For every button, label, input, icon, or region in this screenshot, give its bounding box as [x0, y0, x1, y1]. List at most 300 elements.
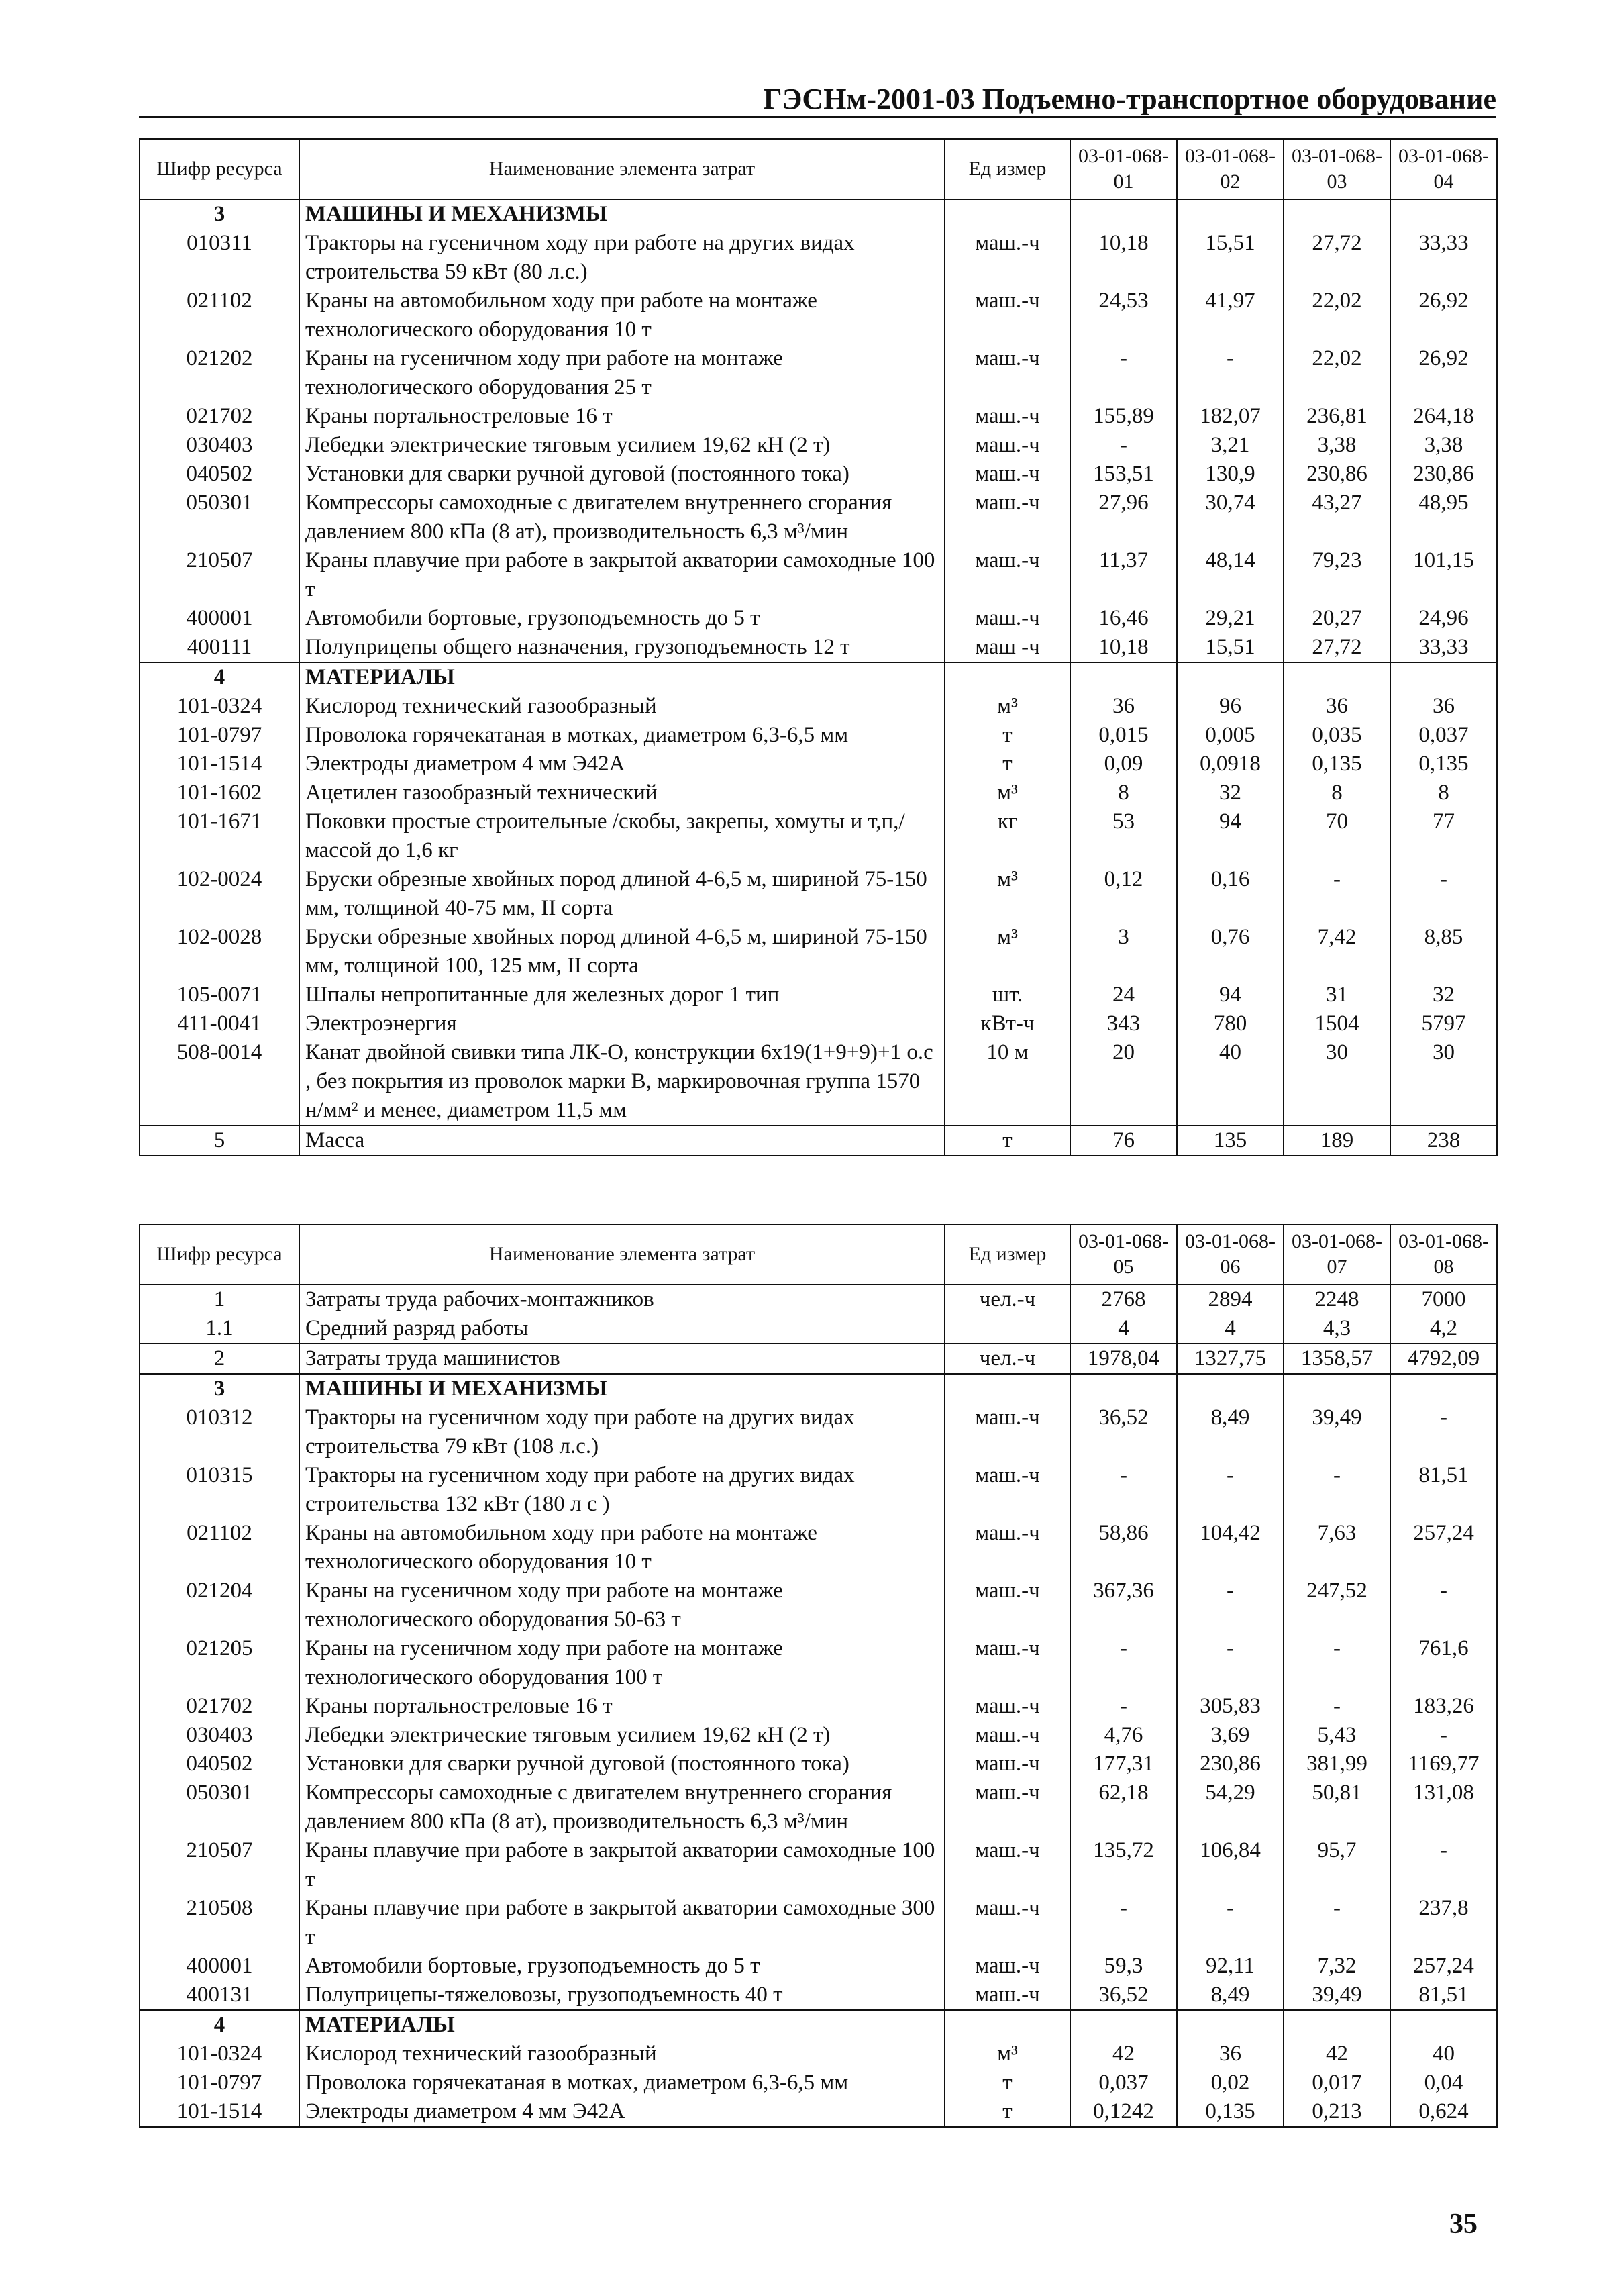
unit-of-measure	[945, 2010, 1070, 2040]
norm-value: 29,21	[1177, 604, 1284, 633]
table-row	[140, 750, 1497, 779]
norm-value: 0,035	[1284, 721, 1390, 750]
unit-of-measure: маш.-ч	[945, 402, 1070, 431]
table-row	[140, 981, 1497, 1009]
table-row	[140, 402, 1497, 431]
cost-element-name: Краны портальностреловые 16 т	[299, 402, 945, 431]
norm-value: 92,11	[1177, 1952, 1284, 1981]
norm-value: 780	[1177, 1009, 1284, 1038]
norm-value	[1390, 1374, 1497, 1403]
resource-code: 021702	[140, 1692, 299, 1721]
norm-value: 39,49	[1284, 1403, 1390, 1461]
norm-value: -	[1177, 1577, 1284, 1634]
cost-element-name: Компрессоры самоходные с двигателем внутреннего сгорания давлением 800 кПа (8 ат), производительность 6,3 м³/мин	[299, 489, 945, 546]
table-row	[140, 1461, 1497, 1519]
unit-of-measure: маш.-ч	[945, 1692, 1070, 1721]
unit-of-measure: маш.-ч	[945, 1836, 1070, 1894]
unit-of-measure: м³	[945, 865, 1070, 923]
section-row	[140, 199, 1497, 229]
norm-value: 40	[1390, 2040, 1497, 2068]
norm-value: -	[1390, 1577, 1497, 1634]
norm-value: 0,135	[1284, 750, 1390, 779]
norm-value: 39,49	[1284, 1981, 1390, 2010]
unit-of-measure: т	[945, 2068, 1070, 2097]
norm-value: -	[1390, 1721, 1497, 1750]
norm-value: 0,04	[1390, 2068, 1497, 2097]
cost-element-name: Кислород технический газообразный	[299, 692, 945, 721]
resource-code: 021102	[140, 1519, 299, 1577]
norm-value: 4792,09	[1390, 1344, 1497, 1374]
table-row	[140, 546, 1497, 604]
norm-value: 27,72	[1284, 633, 1390, 662]
resource-code: 101-1514	[140, 750, 299, 779]
norm-value: 4	[1070, 1314, 1177, 1344]
table-row	[140, 1285, 1497, 1314]
norm-value: 101,15	[1390, 546, 1497, 604]
norm-value: 32	[1177, 779, 1284, 807]
resource-code: 101-1514	[140, 2097, 299, 2127]
norm-value: -	[1177, 1894, 1284, 1952]
column-header-name: Наименование элемента затрат	[299, 139, 945, 199]
resource-code: 210507	[140, 546, 299, 604]
norm-value: 153,51	[1070, 460, 1177, 489]
table-row	[140, 1836, 1497, 1894]
unit-of-measure: маш.-ч	[945, 1894, 1070, 1952]
norm-value	[1390, 662, 1497, 692]
cost-element-name: Проволока горячекатаная в мотках, диаметром 6,3-6,5 мм	[299, 2068, 945, 2097]
norm-value: 24,96	[1390, 604, 1497, 633]
norm-value: 2894	[1177, 1285, 1284, 1314]
norm-value: 4	[1177, 1314, 1284, 1344]
unit-of-measure: м³	[945, 923, 1070, 981]
norm-value: 10,18	[1070, 229, 1177, 287]
norm-value: -	[1070, 1894, 1177, 1952]
column-header-norm-7: 03-01-068-07	[1284, 1224, 1390, 1285]
cost-table-2	[139, 1224, 1498, 2128]
cost-element-name: Краны плавучие при работе в закрытой акватории самоходные 100 т	[299, 1836, 945, 1894]
norm-value: 20,27	[1284, 604, 1390, 633]
resource-code: 411-0041	[140, 1009, 299, 1038]
section-row	[140, 662, 1497, 692]
norm-value	[1177, 2010, 1284, 2040]
table-row	[140, 2040, 1497, 2068]
norm-value: -	[1390, 1836, 1497, 1894]
norm-value: 1358,57	[1284, 1344, 1390, 1374]
norm-value	[1390, 2010, 1497, 2040]
resource-code: 021202	[140, 344, 299, 402]
cost-element-name: Бруски обрезные хвойных пород длиной 4-6,5 м, шириной 75-150 мм, толщиной 40-75 мм, II сорта	[299, 865, 945, 923]
resource-code: 101-1602	[140, 779, 299, 807]
cost-element-name: Электроды диаметром 4 мм Э42А	[299, 2097, 945, 2127]
unit-of-measure: маш.-ч	[945, 489, 1070, 546]
header-rule	[139, 116, 1496, 118]
norm-value: 48,95	[1390, 489, 1497, 546]
norm-value: 58,86	[1070, 1519, 1177, 1577]
norm-value: 27,96	[1070, 489, 1177, 546]
norm-value: 81,51	[1390, 1981, 1497, 2010]
table-row	[140, 1779, 1497, 1836]
norm-value	[1070, 2010, 1177, 2040]
norm-value: 22,02	[1284, 287, 1390, 344]
norm-value: 15,51	[1177, 229, 1284, 287]
norm-value: 3,69	[1177, 1721, 1284, 1750]
norm-value: 367,36	[1070, 1577, 1177, 1634]
norm-value: 24,53	[1070, 287, 1177, 344]
norm-value: 182,07	[1177, 402, 1284, 431]
cost-element-name: Канат двойной свивки типа ЛК-О, конструкции 6х19(1+9+9)+1 о.с , без покрытия из проволок марки В, маркировочная группа 1570 н/мм² и менее, диаметром 11,5 мм	[299, 1038, 945, 1126]
norm-value: -	[1390, 865, 1497, 923]
column-header-norm-6: 03-01-068-06	[1177, 1224, 1284, 1285]
cost-element-name: Тракторы на гусеничном ходу при работе на других видах строительства 79 кВт (108 л.с.)	[299, 1403, 945, 1461]
norm-value: 238	[1390, 1126, 1497, 1156]
norm-value: 106,84	[1177, 1836, 1284, 1894]
norm-value: 30	[1284, 1038, 1390, 1126]
norm-value: 48,14	[1177, 546, 1284, 604]
unit-of-measure: маш.-ч	[945, 1577, 1070, 1634]
norm-value: -	[1390, 1403, 1497, 1461]
norm-value: 3,38	[1390, 431, 1497, 460]
norm-value: 54,29	[1177, 1779, 1284, 1836]
resource-code: 101-0324	[140, 692, 299, 721]
cost-element-name: Масса	[299, 1126, 945, 1156]
table-row	[140, 460, 1497, 489]
column-header-code: Шифр ресурса	[140, 1224, 299, 1285]
norm-value: 230,86	[1284, 460, 1390, 489]
resource-code: 010311	[140, 229, 299, 287]
norm-value	[1284, 199, 1390, 229]
norm-value: 8	[1070, 779, 1177, 807]
resource-code: 210507	[140, 1836, 299, 1894]
norm-value: 236,81	[1284, 402, 1390, 431]
table-row	[140, 431, 1497, 460]
norm-value: 27,72	[1284, 229, 1390, 287]
norm-value: 1169,77	[1390, 1750, 1497, 1779]
resource-code: 040502	[140, 460, 299, 489]
resource-code: 105-0071	[140, 981, 299, 1009]
unit-of-measure: кг	[945, 807, 1070, 865]
norm-value: -	[1070, 1692, 1177, 1721]
norm-value: 31	[1284, 981, 1390, 1009]
cost-element-name: Краны на гусеничном ходу при работе на монтаже технологического оборудования 50-63 т	[299, 1577, 945, 1634]
norm-value: 0,037	[1390, 721, 1497, 750]
cost-element-name: Краны на автомобильном ходу при работе на монтаже технологического оборудования 10 т	[299, 287, 945, 344]
norm-value: -	[1284, 1894, 1390, 1952]
running-header	[139, 79, 1496, 118]
resource-code: 010315	[140, 1461, 299, 1519]
unit-of-measure: маш.-ч	[945, 1779, 1070, 1836]
table-row	[140, 1721, 1497, 1750]
norm-value: 0,037	[1070, 2068, 1177, 2097]
norm-value: 30	[1390, 1038, 1497, 1126]
section-row	[140, 1374, 1497, 1403]
norm-value: 1504	[1284, 1009, 1390, 1038]
norm-value: 36,52	[1070, 1981, 1177, 2010]
norm-value: 36	[1070, 692, 1177, 721]
resource-code: 021204	[140, 1577, 299, 1634]
norm-value: -	[1284, 865, 1390, 923]
norm-value: 0,135	[1177, 2097, 1284, 2127]
norm-value: 3	[1070, 923, 1177, 981]
resource-code: 1.1	[140, 1314, 299, 1344]
table-row	[140, 1952, 1497, 1981]
cost-element-name: Установки для сварки ручной дуговой (постоянного тока)	[299, 460, 945, 489]
norm-value: 761,6	[1390, 1634, 1497, 1692]
resource-code: 050301	[140, 489, 299, 546]
norm-value: 131,08	[1390, 1779, 1497, 1836]
norm-value: 59,3	[1070, 1952, 1177, 1981]
cost-element-name: Краны плавучие при работе в закрытой акватории самоходные 100 т	[299, 546, 945, 604]
norm-value	[1070, 199, 1177, 229]
table-row	[140, 287, 1497, 344]
norm-value: 70	[1284, 807, 1390, 865]
section-row	[140, 2010, 1497, 2040]
norm-value: 4,2	[1390, 1314, 1497, 1344]
unit-of-measure: м³	[945, 692, 1070, 721]
norm-value: 135,72	[1070, 1836, 1177, 1894]
norm-value: 1327,75	[1177, 1344, 1284, 1374]
norm-value: 94	[1177, 981, 1284, 1009]
norm-value: 8,85	[1390, 923, 1497, 981]
norm-value: 7,63	[1284, 1519, 1390, 1577]
document-title: ГЭСНм-2001-03 Подъемно-транспортное оборудование	[763, 83, 1496, 115]
unit-of-measure: маш.-ч	[945, 344, 1070, 402]
norm-value: 343	[1070, 1009, 1177, 1038]
unit-of-measure: маш.-ч	[945, 1981, 1070, 2010]
norm-value: 264,18	[1390, 402, 1497, 431]
table-body	[140, 1285, 1497, 2127]
norm-value: 76	[1070, 1126, 1177, 1156]
norm-value: 0,005	[1177, 721, 1284, 750]
norm-value: 41,97	[1177, 287, 1284, 344]
unit-of-measure: маш -ч	[945, 633, 1070, 662]
table-row	[140, 1344, 1497, 1374]
norm-value: 130,9	[1177, 460, 1284, 489]
norm-value	[1070, 1374, 1177, 1403]
cost-element-name: Автомобили бортовые, грузоподъемность до 5 т	[299, 604, 945, 633]
norm-value: 0,017	[1284, 2068, 1390, 2097]
cost-element-name: Краны портальностреловые 16 т	[299, 1692, 945, 1721]
cost-element-name: Установки для сварки ручной дуговой (постоянного тока)	[299, 1750, 945, 1779]
cost-element-name: МАТЕРИАЛЫ	[299, 662, 945, 692]
norm-value: 36	[1177, 2040, 1284, 2068]
unit-of-measure: м³	[945, 2040, 1070, 2068]
norm-value: 10,18	[1070, 633, 1177, 662]
table-row	[140, 229, 1497, 287]
norm-value: 30,74	[1177, 489, 1284, 546]
cost-element-name: Лебедки электрические тяговым усилием 19,62 кН (2 т)	[299, 1721, 945, 1750]
unit-of-measure: шт.	[945, 981, 1070, 1009]
column-header-norm-2: 03-01-068-02	[1177, 139, 1284, 199]
norm-value: 33,33	[1390, 229, 1497, 287]
column-header-norm-1: 03-01-068-01	[1070, 139, 1177, 199]
cost-element-name: Средний разряд работы	[299, 1314, 945, 1344]
unit-of-measure: 10 м	[945, 1038, 1070, 1126]
table-row	[140, 1634, 1497, 1692]
norm-value: 40	[1177, 1038, 1284, 1126]
cost-element-name: Компрессоры самоходные с двигателем внутреннего сгорания давлением 800 кПа (8 ат), производительность 6,3 м³/мин	[299, 1779, 945, 1836]
resource-code: 010312	[140, 1403, 299, 1461]
table-row	[140, 1692, 1497, 1721]
resource-code: 101-1671	[140, 807, 299, 865]
norm-value: 230,86	[1390, 460, 1497, 489]
column-header-norm-4: 03-01-068-04	[1390, 139, 1497, 199]
norm-value: 1978,04	[1070, 1344, 1177, 1374]
norm-value: -	[1177, 344, 1284, 402]
norm-value: 8,49	[1177, 1981, 1284, 2010]
table-row	[140, 692, 1497, 721]
norm-value: 50,81	[1284, 1779, 1390, 1836]
norm-value: 7,42	[1284, 923, 1390, 981]
norm-value: 2768	[1070, 1285, 1177, 1314]
table-row	[140, 865, 1497, 923]
norm-value: 77	[1390, 807, 1497, 865]
norm-value: 4,3	[1284, 1314, 1390, 1344]
norm-value: 0,02	[1177, 2068, 1284, 2097]
norm-value: 7000	[1390, 1285, 1497, 1314]
norm-value: 5,43	[1284, 1721, 1390, 1750]
norm-value	[1177, 662, 1284, 692]
unit-of-measure: маш.-ч	[945, 1519, 1070, 1577]
cost-element-name: Тракторы на гусеничном ходу при работе на других видах строительства 132 кВт (180 л с )	[299, 1461, 945, 1519]
norm-value: 247,52	[1284, 1577, 1390, 1634]
cost-element-name: Лебедки электрические тяговым усилием 19,62 кН (2 т)	[299, 431, 945, 460]
norm-value: -	[1177, 1634, 1284, 1692]
cost-element-name: Поковки простые строительные /скобы, закрепы, хомуты и т,п,/ массой до 1,6 кг	[299, 807, 945, 865]
table-row	[140, 1009, 1497, 1038]
resource-code: 021205	[140, 1634, 299, 1692]
unit-of-measure: м³	[945, 779, 1070, 807]
column-header-norm-8: 03-01-068-08	[1390, 1224, 1497, 1285]
norm-value: 5797	[1390, 1009, 1497, 1038]
resource-code: 101-0324	[140, 2040, 299, 2068]
resource-code: 050301	[140, 1779, 299, 1836]
unit-of-measure: маш.-ч	[945, 460, 1070, 489]
cost-element-name: Краны на гусеничном ходу при работе на монтаже технологического оборудования 25 т	[299, 344, 945, 402]
unit-of-measure: чел.-ч	[945, 1285, 1070, 1314]
cost-element-name: Бруски обрезные хвойных пород длиной 4-6,5 м, шириной 75-150 мм, толщиной 100, 125 мм, II сорта	[299, 923, 945, 981]
norm-value	[1177, 199, 1284, 229]
norm-value	[1284, 2010, 1390, 2040]
unit-of-measure: т	[945, 1126, 1070, 1156]
norm-value: 79,23	[1284, 546, 1390, 604]
unit-of-measure: т	[945, 750, 1070, 779]
unit-of-measure: маш.-ч	[945, 1721, 1070, 1750]
resource-code: 508-0014	[140, 1038, 299, 1126]
norm-value: 33,33	[1390, 633, 1497, 662]
cost-element-name: Автомобили бортовые, грузоподъемность до 5 т	[299, 1952, 945, 1981]
norm-value: 177,31	[1070, 1750, 1177, 1779]
norm-value: -	[1284, 1634, 1390, 1692]
table-header-row	[140, 1224, 1497, 1285]
table-row	[140, 2068, 1497, 2097]
cost-element-name: Шпалы непропитанные для железных дорог 1 тип	[299, 981, 945, 1009]
norm-value: 32	[1390, 981, 1497, 1009]
norm-value: 42	[1070, 2040, 1177, 2068]
resource-code: 400131	[140, 1981, 299, 2010]
norm-value: 42	[1284, 2040, 1390, 2068]
unit-of-measure	[945, 199, 1070, 229]
unit-of-measure: маш.-ч	[945, 546, 1070, 604]
cost-element-name: Затраты труда машинистов	[299, 1344, 945, 1374]
norm-value: 4,76	[1070, 1721, 1177, 1750]
table-row	[140, 1894, 1497, 1952]
table-row	[140, 1126, 1497, 1156]
norm-value	[1284, 662, 1390, 692]
unit-of-measure: маш.-ч	[945, 1634, 1070, 1692]
norm-value: -	[1070, 1634, 1177, 1692]
table-row	[140, 1981, 1497, 2010]
norm-value: 94	[1177, 807, 1284, 865]
table-row	[140, 604, 1497, 633]
cost-element-name: Кислород технический газообразный	[299, 2040, 945, 2068]
unit-of-measure: маш.-ч	[945, 287, 1070, 344]
resource-code: 102-0028	[140, 923, 299, 981]
table-row	[140, 1750, 1497, 1779]
table-row	[140, 807, 1497, 865]
unit-of-measure: т	[945, 721, 1070, 750]
norm-value: 135	[1177, 1126, 1284, 1156]
cost-element-name: Электроэнергия	[299, 1009, 945, 1038]
cost-element-name: МАТЕРИАЛЫ	[299, 2010, 945, 2040]
unit-of-measure	[945, 662, 1070, 692]
cost-element-name: Ацетилен газообразный технический	[299, 779, 945, 807]
norm-value: 0,135	[1390, 750, 1497, 779]
table-row	[140, 923, 1497, 981]
norm-value: 53	[1070, 807, 1177, 865]
norm-value: 0,12	[1070, 865, 1177, 923]
norm-value: 189	[1284, 1126, 1390, 1156]
norm-value: 43,27	[1284, 489, 1390, 546]
table-row	[140, 489, 1497, 546]
unit-of-measure: маш.-ч	[945, 604, 1070, 633]
unit-of-measure: маш.-ч	[945, 229, 1070, 287]
unit-of-measure: т	[945, 2097, 1070, 2127]
resource-code: 4	[140, 662, 299, 692]
resource-code: 4	[140, 2010, 299, 2040]
unit-of-measure	[945, 1314, 1070, 1344]
unit-of-measure: маш.-ч	[945, 1461, 1070, 1519]
cost-table-1	[139, 138, 1498, 1156]
resource-code: 101-0797	[140, 721, 299, 750]
norm-value: 11,37	[1070, 546, 1177, 604]
table-row	[140, 1577, 1497, 1634]
table-row	[140, 1403, 1497, 1461]
norm-value: 22,02	[1284, 344, 1390, 402]
resource-code: 400001	[140, 1952, 299, 1981]
resource-code: 021702	[140, 402, 299, 431]
norm-value: 155,89	[1070, 402, 1177, 431]
column-header-unit: Ед измер	[945, 139, 1070, 199]
unit-of-measure	[945, 1374, 1070, 1403]
resource-code: 3	[140, 1374, 299, 1403]
table-row	[140, 344, 1497, 402]
resource-code: 021102	[140, 287, 299, 344]
norm-value: 62,18	[1070, 1779, 1177, 1836]
norm-value: 95,7	[1284, 1836, 1390, 1894]
norm-value: -	[1070, 344, 1177, 402]
cost-element-name: Полуприцепы-тяжеловозы, грузоподъемность 40 т	[299, 1981, 945, 2010]
table-row	[140, 2097, 1497, 2127]
norm-value: 96	[1177, 692, 1284, 721]
norm-value: 381,99	[1284, 1750, 1390, 1779]
norm-value: 3,38	[1284, 431, 1390, 460]
page-number: 35	[1449, 2209, 1478, 2240]
norm-value: 237,8	[1390, 1894, 1497, 1952]
norm-value: 81,51	[1390, 1461, 1497, 1519]
cost-element-name: Краны плавучие при работе в закрытой акватории самоходные 300 т	[299, 1894, 945, 1952]
resource-code: 2	[140, 1344, 299, 1374]
table-body	[140, 199, 1497, 1156]
